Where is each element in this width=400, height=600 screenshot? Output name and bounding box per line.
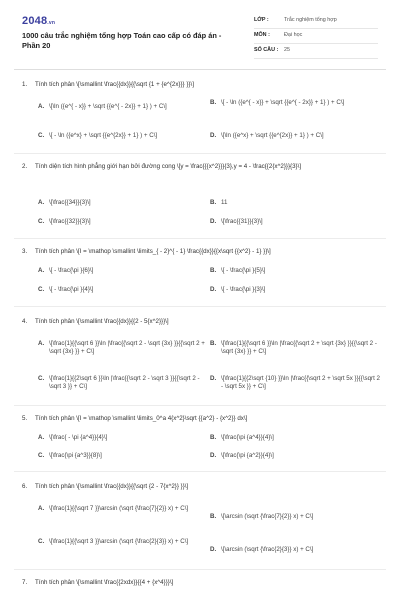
page-header bbox=[22, 14, 378, 58]
answer-option-a[interactable] bbox=[38, 103, 208, 111]
option-letter: A. bbox=[38, 267, 45, 274]
option-letter: A. bbox=[38, 434, 45, 441]
answer-option-b[interactable] bbox=[210, 267, 380, 275]
answer-option-c[interactable] bbox=[38, 538, 208, 546]
question-number: 1. bbox=[22, 81, 28, 88]
question-number: 3. bbox=[22, 248, 28, 255]
question-text bbox=[22, 248, 382, 256]
question-number: 7. bbox=[22, 579, 28, 586]
option-text: \[\frac{{32}}{3}\] bbox=[49, 218, 91, 225]
answer-option-b[interactable] bbox=[210, 434, 380, 442]
option-text: \[\frac{{34}}{3}\] bbox=[49, 199, 91, 206]
meta-subject-row bbox=[254, 30, 378, 44]
question-item bbox=[22, 483, 382, 553]
option-letter: B. bbox=[210, 99, 217, 106]
option-letter: B. bbox=[210, 340, 217, 347]
answer-option-a[interactable] bbox=[38, 505, 208, 513]
answer-option-c[interactable] bbox=[38, 375, 208, 392]
option-text: \[\frac{1}{{\sqrt 6 }}\ln |\frac{{\sqrt 2 - \sqrt {3x} }}{{\sqrt 2 + \sqrt {3x} }} + C\] bbox=[49, 340, 205, 356]
answer-option-a[interactable] bbox=[38, 267, 208, 275]
question-prompt: Tính tích phân \[\smallint \frac{{2xdx}}{{4 + {x^4}}}\] bbox=[35, 579, 174, 586]
option-text: \[ - \frac{\pi }{3}\] bbox=[221, 286, 266, 293]
option-text: \[\frac{ - \pi {a^4}}{4}\] bbox=[49, 434, 108, 441]
option-text: \[\frac{1}{{\sqrt 3 }}\arcsin (\sqrt {\frac{2}{3}} x) + C\] bbox=[49, 538, 189, 545]
question-text bbox=[22, 415, 382, 423]
option-letter: D. bbox=[210, 452, 217, 459]
option-text: \[\frac{1}{{\sqrt 7 }}\arcsin (\sqrt {\frac{7}{2}} x) + C\] bbox=[49, 505, 189, 512]
question-prompt: Tính tích phân \[I = \mathop \smallint \limits_0^a 4{x^2}\sqrt {{a^2} - {x^2}} dx\] bbox=[35, 415, 248, 422]
meta-value: Đại học bbox=[284, 32, 303, 38]
meta-value: Trắc nghiệm tổng hợp bbox=[284, 17, 337, 23]
option-text: \[\frac{{31}}{3}\] bbox=[221, 218, 263, 225]
option-letter: D. bbox=[210, 286, 217, 293]
header-divider bbox=[14, 69, 386, 70]
question-item bbox=[22, 163, 382, 225]
question-number: 5. bbox=[22, 415, 28, 422]
option-text: \[\ln ({e^{ - x}} + \sqrt {{e^{ - 2x}} + 1} ) + C\] bbox=[49, 103, 167, 110]
question-divider bbox=[14, 569, 386, 570]
option-letter: B. bbox=[210, 513, 217, 520]
question-prompt: Tính tích phân \[\smallint \frac{{dx}}{{\sqrt {2 - 7{x^2}} }}\] bbox=[35, 483, 189, 490]
answer-option-d[interactable] bbox=[210, 546, 380, 554]
question-divider bbox=[14, 153, 386, 154]
option-letter: C. bbox=[38, 218, 45, 225]
answer-option-a[interactable] bbox=[38, 434, 208, 442]
option-text: \[ - \frac{\pi }{6}\] bbox=[49, 267, 94, 274]
option-text: \[\arcsin (\sqrt {\frac{2}{3}} x) + C\] bbox=[221, 546, 314, 553]
option-text: \[ - \frac{\pi }{5}\] bbox=[221, 267, 266, 274]
answer-option-a[interactable] bbox=[38, 199, 208, 207]
option-text: \[\frac{\pi {a^3}}{8}\] bbox=[49, 452, 102, 459]
option-letter: A. bbox=[38, 103, 45, 110]
option-letter: C. bbox=[38, 375, 45, 382]
option-text: 11 bbox=[221, 199, 228, 206]
meta-label: LỚP : bbox=[254, 17, 269, 23]
option-text: \[\frac{1}{{2\sqrt 6 }}\ln |\frac{{\sqrt 2 - \sqrt 3 }}{{\sqrt 2 - \sqrt 3 }} + C\] bbox=[49, 375, 200, 391]
quiz-meta bbox=[254, 15, 378, 60]
meta-label: MÔN : bbox=[254, 32, 270, 38]
question-text bbox=[22, 81, 382, 89]
option-letter: D. bbox=[210, 546, 217, 553]
question-item bbox=[22, 415, 382, 459]
question-item bbox=[22, 579, 382, 587]
option-letter: D. bbox=[210, 218, 217, 225]
question-prompt: Tính diện tích hình phẳng giới hạn bởi đường cong \[y = \frac{{{x^2}}}{3},y = 4 - \frac{{2{x^2}}}{3}\] bbox=[35, 163, 302, 170]
question-prompt: Tính tích phân \[\smallint \frac{{dx}}{{\sqrt {1 + {e^{2x}}} }}\] bbox=[35, 81, 194, 88]
answer-option-b[interactable] bbox=[210, 340, 380, 357]
option-text: \[ - \frac{\pi }{4}\] bbox=[49, 286, 94, 293]
meta-count-row bbox=[254, 45, 378, 59]
question-number: 4. bbox=[22, 318, 28, 325]
answer-option-c[interactable] bbox=[38, 452, 208, 460]
logo-text: 2048 bbox=[22, 15, 48, 27]
question-divider bbox=[14, 238, 386, 239]
option-letter: C. bbox=[38, 538, 45, 545]
option-text: \[\arcsin (\sqrt {\frac{7}{2}} x) + C\] bbox=[221, 513, 314, 520]
answer-option-c[interactable] bbox=[38, 132, 208, 140]
option-letter: B. bbox=[210, 267, 217, 274]
option-text: \[\frac{1}{{2\sqrt {10} }}\ln |\frac{{\sqrt 2 + \sqrt 5x }}{{\sqrt 2 - \sqrt 5x }} + C\] bbox=[221, 375, 380, 391]
meta-value: 25 bbox=[284, 47, 290, 53]
question-divider bbox=[14, 306, 386, 307]
answer-option-a[interactable] bbox=[38, 340, 208, 357]
answer-option-d[interactable] bbox=[210, 452, 380, 460]
option-text: \[ - \ln ({e^{ - x}} + \sqrt {{e^{ - 2x}} + 1} ) + C\] bbox=[221, 99, 345, 106]
answer-option-b[interactable] bbox=[210, 99, 380, 107]
option-text: \[\frac{1}{{\sqrt 6 }}\ln |\frac{{\sqrt 2 + \sqrt {3x} }}{{\sqrt 2 - \sqrt {3x} }} + C\] bbox=[221, 340, 377, 356]
question-prompt: Tính tích phân \[\smallint \frac{{dx}}{{2 - 5{x^2}}}\] bbox=[35, 318, 169, 325]
option-letter: C. bbox=[38, 452, 45, 459]
option-text: \[\frac{\pi {a^4}}{4}\] bbox=[221, 434, 274, 441]
question-divider bbox=[14, 471, 386, 472]
question-prompt: Tính tích phân \[I = \mathop \smallint \limits_{ - 2}^{ - 1} \frac{{dx}}{{x\sqrt {{x^2} - 1} }}\] bbox=[35, 248, 271, 255]
option-letter: A. bbox=[38, 505, 45, 512]
option-text: \[\frac{\pi {a^2}}{4}\] bbox=[221, 452, 274, 459]
question-number: 6. bbox=[22, 483, 28, 490]
answer-option-c[interactable] bbox=[38, 286, 208, 294]
question-text bbox=[22, 579, 382, 587]
question-number: 2. bbox=[22, 163, 28, 170]
option-letter: B. bbox=[210, 199, 217, 206]
option-letter: D. bbox=[210, 132, 217, 139]
answer-option-d[interactable] bbox=[210, 286, 380, 294]
question-text bbox=[22, 318, 382, 326]
answer-option-d[interactable] bbox=[210, 218, 380, 226]
question-text bbox=[22, 483, 382, 491]
question-item bbox=[22, 248, 382, 293]
meta-class-row bbox=[254, 15, 378, 29]
question-item bbox=[22, 81, 382, 139]
option-letter: A. bbox=[38, 199, 45, 206]
option-text: \[ - \ln ({e^x} + \sqrt {{e^{2x}} + 1} ) + C\] bbox=[49, 132, 158, 139]
question-item bbox=[22, 318, 382, 391]
answer-option-b[interactable] bbox=[210, 199, 380, 207]
option-letter: B. bbox=[210, 434, 217, 441]
question-divider bbox=[14, 405, 386, 406]
meta-label: SỐ CÂU : bbox=[254, 47, 279, 53]
option-letter: A. bbox=[38, 340, 45, 347]
option-letter: D. bbox=[210, 375, 217, 382]
answer-option-d[interactable] bbox=[210, 132, 380, 140]
question-text bbox=[22, 163, 382, 171]
answer-option-d[interactable] bbox=[210, 375, 380, 392]
option-text: \[\ln ({e^x} + \sqrt {{e^{2x}} + 1} ) + C\] bbox=[221, 132, 324, 139]
page-title: 1000 câu trắc nghiệm tổng hợp Toán cao cấp có đáp án - Phần 20 bbox=[22, 31, 222, 50]
option-letter: C. bbox=[38, 132, 45, 139]
answer-option-b[interactable] bbox=[210, 513, 380, 521]
option-letter: C. bbox=[38, 286, 45, 293]
answer-option-c[interactable] bbox=[38, 218, 208, 226]
logo-suffix: .vn bbox=[47, 20, 56, 26]
site-logo[interactable] bbox=[22, 14, 55, 29]
